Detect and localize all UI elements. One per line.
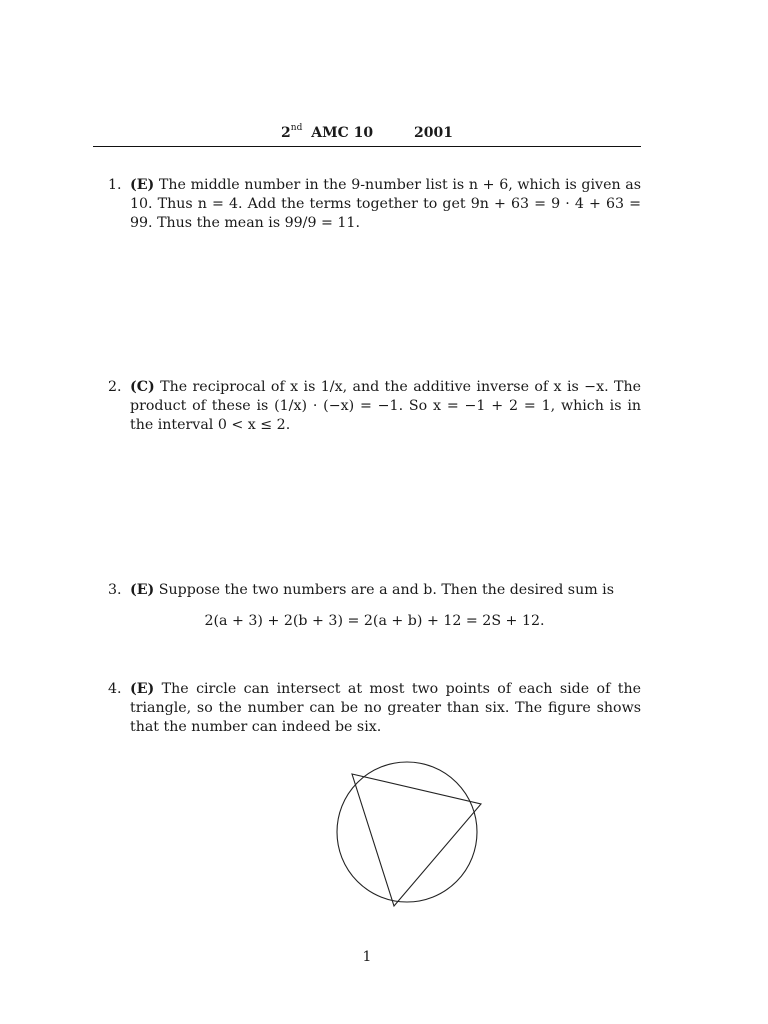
problem-3 [108,581,641,600]
display-equation: 2(a + 3) + 2(b + 3) = 2(a + b) + 12 = 2S + 12. [204,613,545,629]
problem-body [130,680,641,737]
page-header [93,124,641,147]
problem-4 [108,680,641,737]
problem-body [130,176,641,233]
ordinal: 2nd [281,123,303,141]
problem-2 [108,378,641,435]
solution-text: Suppose the two numbers are a and b. Then the desired sum is [158,582,614,598]
problem-number: 2. [108,379,122,395]
contest-year: 2001 [413,124,453,141]
problem-body [130,581,641,600]
solution-text: The circle can intersect at most two points of each side of the triangle, so the number can be no greater than six. The figure shows that the number can indeed be six. [130,681,641,735]
problem-number: 1. [108,177,122,193]
solution-text: The middle number in the 9-number list is n + 6, which is given as 10. Thus n = 4. Add the terms together to get 9n + 63 = 9 · 4 + 63 = 99. Thus the mean is 99/9 = 11. [130,177,641,231]
circle-triangle-figure [330,752,490,912]
page-number: 1 [362,949,372,965]
solution-text: The reciprocal of x is 1/x, and the additive inverse of x is −x. The product of these is (1/x) · (−x) = −1. So x = −1 + 2 = 1, which is in the interval 0 < x ≤ 2. [130,379,641,433]
answer-choice: (E) [130,177,155,193]
answer-choice: (E) [130,582,155,598]
circle [337,762,477,902]
contest-name: AMC 10 [311,124,374,141]
answer-choice: (E) [130,681,155,697]
problem-number: 3. [108,582,122,598]
problem-number: 4. [108,681,122,697]
problem-body [130,378,641,435]
answer-choice: (C) [130,379,155,395]
problem-1 [108,176,641,233]
triangle [352,774,481,906]
